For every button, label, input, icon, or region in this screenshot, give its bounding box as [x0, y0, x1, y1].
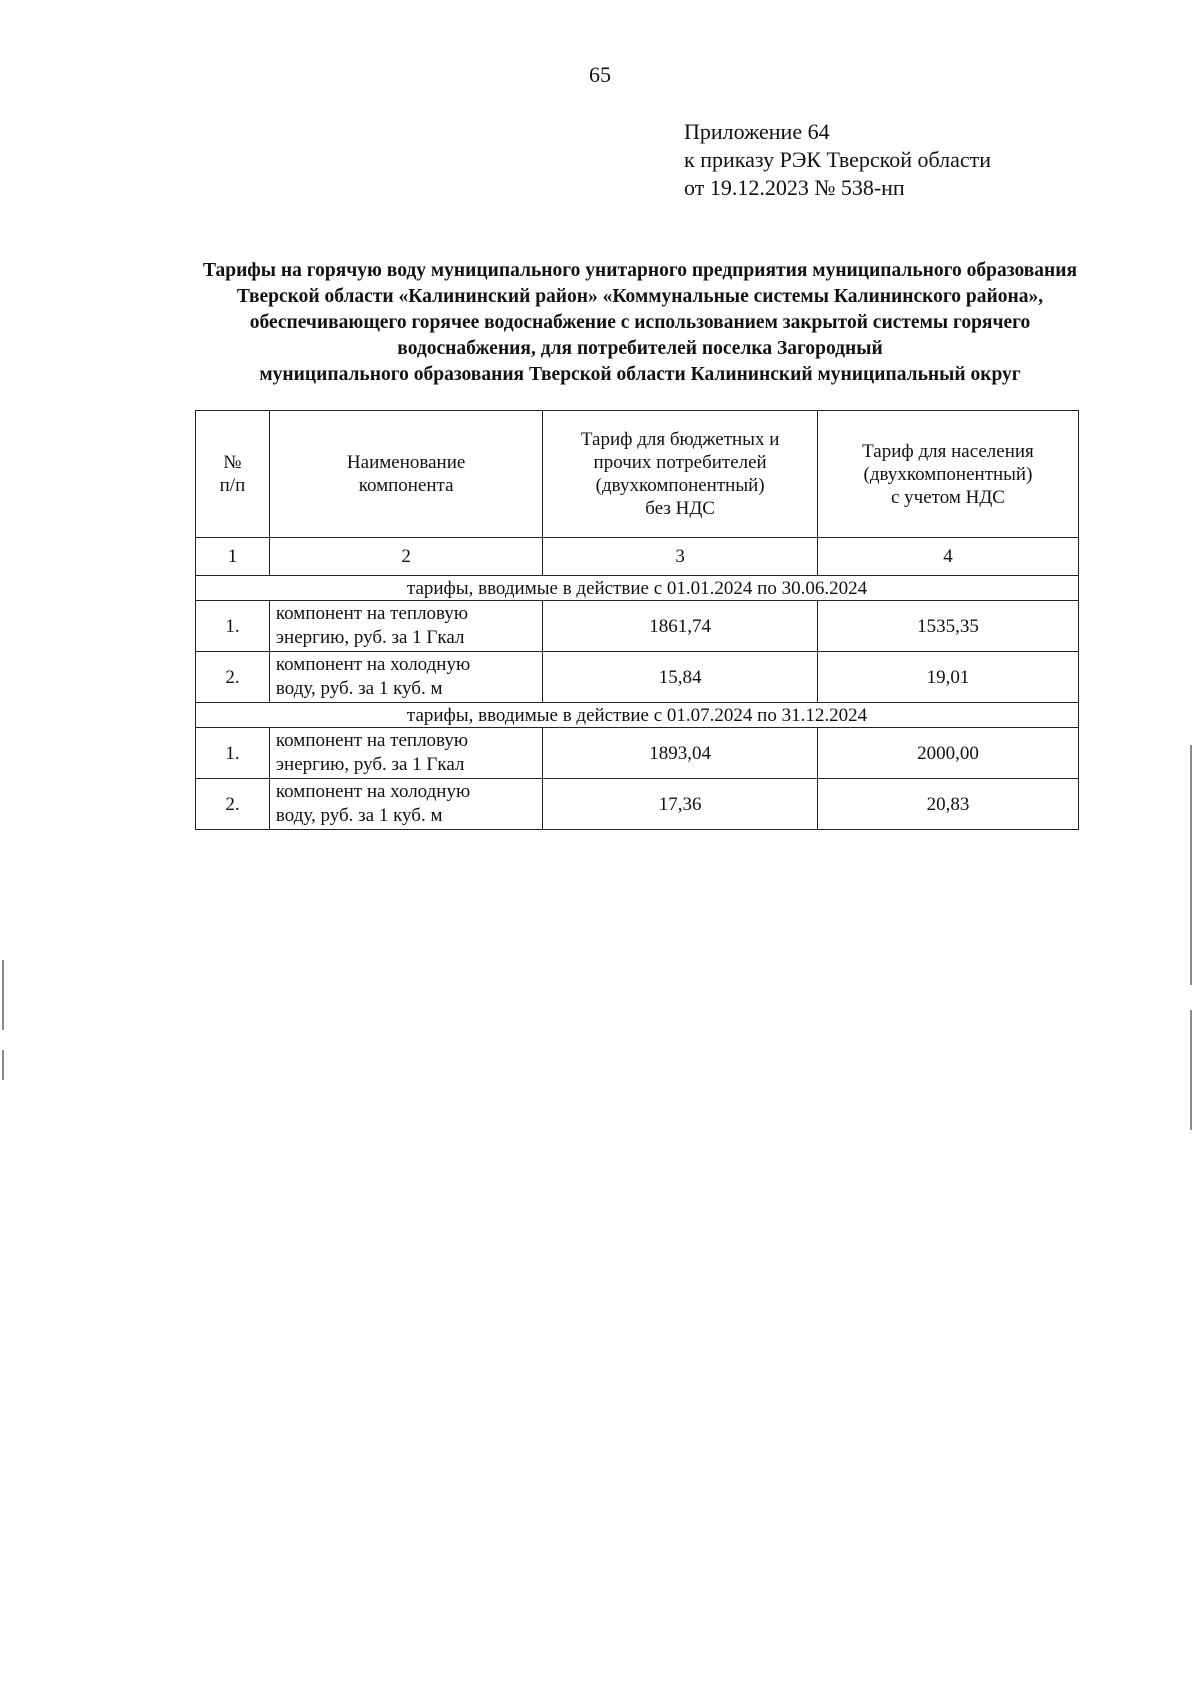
component-name: компонент на тепловую энергию, руб. за 1 Гкал [269, 728, 542, 779]
column-number: 3 [543, 538, 818, 576]
column-number: 2 [269, 538, 542, 576]
column-number: 4 [817, 538, 1078, 576]
population-tariff-value: 2000,00 [817, 728, 1078, 779]
period-label: тарифы, вводимые в действие с 01.07.2024 по 31.12.2024 [196, 703, 1079, 728]
table-row [196, 779, 1079, 830]
component-name: компонент на тепловую энергию, руб. за 1 Гкал [269, 601, 542, 652]
column-number: 1 [196, 538, 270, 576]
budget-tariff-value: 1893,04 [543, 728, 818, 779]
row-number: 2. [196, 779, 270, 830]
title-line: Тарифы на горячую воду муниципального унитарного предприятия муниципального образования [202, 260, 1078, 281]
table-header-row [196, 411, 1079, 538]
appendix-line: от 19.12.2023 № 538-нп [684, 175, 905, 200]
header-number: № п/п [196, 411, 270, 538]
page-number: 65 [589, 62, 611, 87]
row-number: 1. [196, 601, 270, 652]
population-tariff-value: 1535,35 [817, 601, 1078, 652]
component-name: компонент на холодную воду, руб. за 1 куб. м [269, 652, 542, 703]
scan-margin-mark [2, 1050, 4, 1080]
appendix-line: к приказу РЭК Тверской области [684, 147, 992, 172]
table-row [196, 652, 1079, 703]
scan-margin-mark [2, 960, 4, 1030]
budget-tariff-value: 1861,74 [543, 601, 818, 652]
title-line: муниципального образования Тверской области Калининский муниципальный округ [259, 364, 1021, 385]
row-number: 2. [196, 652, 270, 703]
scan-margin-mark [1190, 1010, 1192, 1130]
header-population-tariff: Тариф для населения (двухкомпонентный) с учетом НДС [817, 411, 1078, 538]
component-name: компонент на холодную воду, руб. за 1 куб. м [269, 779, 542, 830]
budget-tariff-value: 17,36 [543, 779, 818, 830]
period-row [196, 576, 1079, 601]
population-tariff-value: 19,01 [817, 652, 1078, 703]
title-line: Тверской области «Калининский район» «Коммунальные системы Калининского района», [236, 286, 1044, 307]
header-budget-tariff: Тариф для бюджетных и прочих потребителей (двухкомпонентный) без НДС [543, 411, 818, 538]
population-tariff-value: 20,83 [817, 779, 1078, 830]
budget-tariff-value: 15,84 [543, 652, 818, 703]
scan-margin-mark [1190, 745, 1192, 985]
title-line: обеспечивающего горячее водоснабжение с использованием закрытой системы горячего [249, 312, 1031, 333]
column-number-row [196, 538, 1079, 576]
period-row [196, 703, 1079, 728]
row-number: 1. [196, 728, 270, 779]
appendix-line: Приложение 64 [684, 119, 830, 144]
document-title [120, 258, 1160, 388]
table-row [196, 601, 1079, 652]
tariff-table [195, 410, 1079, 830]
title-line: водоснабжения, для потребителей поселка Загородный [397, 338, 883, 359]
header-component-name: Наименование компонента [269, 411, 542, 538]
period-label: тарифы, вводимые в действие с 01.01.2024 по 30.06.2024 [196, 576, 1079, 601]
appendix-reference [684, 118, 991, 202]
table-row [196, 728, 1079, 779]
